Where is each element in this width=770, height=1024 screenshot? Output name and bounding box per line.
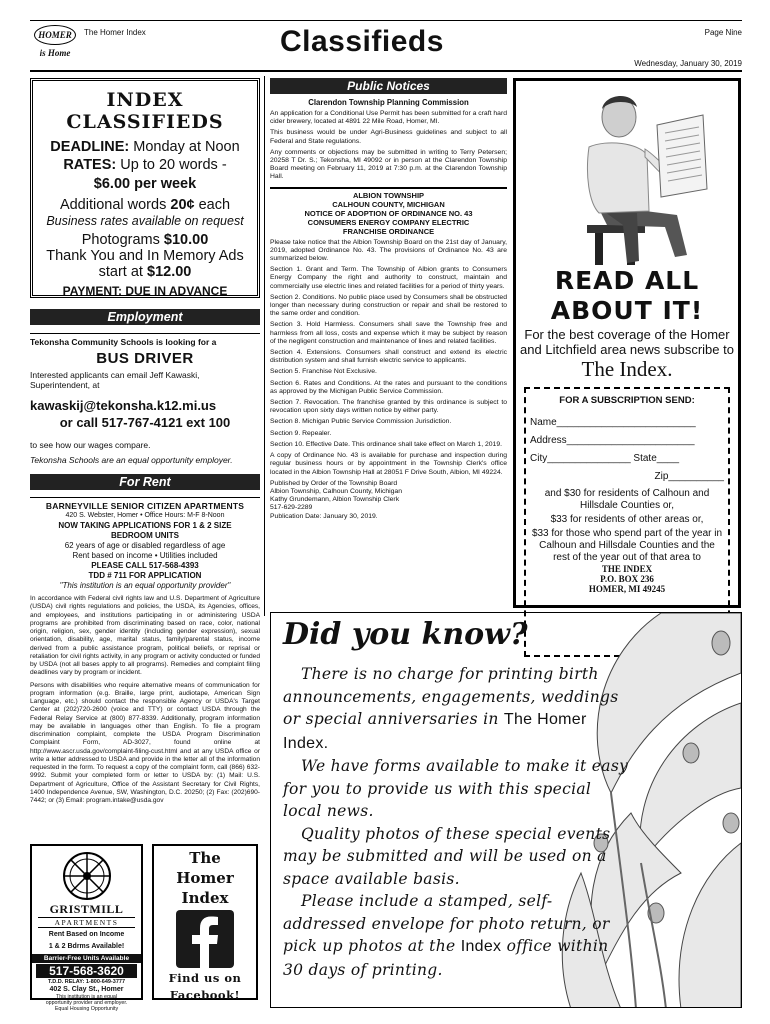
gristmill-name: GRISTMILL <box>49 902 124 916</box>
albion-section-7: Section 7. Revocation. The franchise granted by this ordinance is subject to revocation upon sixty days written notice by either party. <box>270 399 507 415</box>
published-by-3: Kathy Grundemann, Albion Township Clerk <box>270 496 400 504</box>
additional-price: 20¢ <box>170 197 195 213</box>
additional-words <box>33 197 257 214</box>
clarendon-p1: An application for a Conditional Use Permit has been submitted for a craft hard cider brewery, located at 4891 22 Mile Road, Homer, MI. <box>270 110 507 126</box>
gristmill-phone: 517-568-3620 <box>36 964 137 978</box>
published-by-2: Albion Township, Calhoun County, Michigan <box>270 487 402 495</box>
coupon-address-field[interactable]: Address_______________________ <box>530 435 695 446</box>
rent-based: Rent based on income • Utilities included <box>72 551 218 560</box>
facebook-ad[interactable] <box>152 844 258 1000</box>
read-all-line-1: READ ALL <box>554 266 700 295</box>
rent-address: 420 S. Webster, Homer • Office Hours: M-F 8-Noon <box>65 512 225 519</box>
usda-fine-print-2: Persons with disabilities who require alternative means of communication for program information (e.g. Braille, large print, audiotape, American Sign Language, etc.) should contact the responsible Agency or USDA's Target Center at (202)720-2600 (voice and TTY) or contact USDA through the Federal Relay Service at (800) 877-8339. Additionally, program information may be available in languages other than English. To file a program discrimination complaint, complete the USDA Program Discrimination Complaint Form, AD-3027, found online at http://www.ascr.usda.gov/complaint-filing-cust.html and at any USDA office or write a letter addressed to USDA and provide in the letter all of the information requested in the form. To request a copy of the complaint form, call (866) 632-9992. Submit your completed form or letter to USDA by: (1) Mail: U.S. Department of Agriculture, Office of the Assistant Secretary for Civil Rights, 1400 Independence Avenue, SW, Washington, D.C. 20250; (2) Fax: (202)690-7442; or (3) Email: program.intake@usda.gov <box>30 681 260 804</box>
dyk-p4-text: Please include a stamped, self-addressed envelope for photo return, or pick up photos at the <box>283 892 610 955</box>
thanks-ads: Thank You and In Memory Ads <box>46 248 244 264</box>
classifieds-rates-box <box>30 78 260 298</box>
facebook-icon <box>176 910 234 968</box>
gristmill-barrier: Barrier-Free Units Available <box>32 954 141 963</box>
coupon-zip-field[interactable]: Zip__________ <box>654 471 724 482</box>
albion-section-10: Section 10. Effective Date. This ordinance shall take effect on March 1, 2019. <box>270 440 502 448</box>
mail-address-3: HOMER, MI 49245 <box>588 584 666 594</box>
albion-section-1: Section 1. Grant and Term. The Township of Albion grants to Consumers Energy Company the right and authority to construct, maintain and commercially use electric lines and related facilities for a period of thirty years. <box>270 266 507 290</box>
clarendon-p3: Any comments or objections may be submitted in writing to Terry Petersen; 20258 T Dr. S.; Tekonsha, MI 49092 or in person at the Clarendon Township Board meeting on February 11, 2019 at 7:30 p.m. at the Clarendon Township Hall. <box>270 148 507 181</box>
albion-heading-4: CONSUMERS ENERGY COMPANY ELECTRIC <box>307 217 470 227</box>
index-title: INDEX <box>106 89 184 111</box>
photos-price: $10.00 <box>163 232 209 248</box>
subscription-ad <box>513 78 741 608</box>
employment-phone: or call 517-767-4121 ext 100 <box>59 415 231 430</box>
rates-value: Up to 20 words - <box>120 157 227 173</box>
dyk-p1-text: There is no charge for printing birth announcements, engagements, weddings or special anniversaries in <box>283 665 619 728</box>
gristmill-fine-1: This institution is an equal <box>56 994 117 1000</box>
additional-suffix: each <box>198 197 231 213</box>
photos-label: Photograms <box>81 232 160 248</box>
deadline <box>33 139 257 155</box>
dyk-p4-paper: Index <box>460 938 502 955</box>
deadline-value: Monday at Noon <box>133 139 240 155</box>
albion-section-3: Section 3. Hold Harmless. Consumers shall save the Township free and harmless from all loss, costs and expense which it may be subject by reason of the negligent construction and maintenance of lines and related facilities. <box>270 321 507 345</box>
subscription-paper: The Index. <box>581 357 673 381</box>
gristmill-ad <box>30 844 143 1013</box>
mail-address-1: THE INDEX <box>601 564 653 574</box>
gristmill-bdrms: 1 & 2 Bdrms Available! <box>48 943 125 950</box>
page-number: Page Nine <box>704 28 742 37</box>
did-you-know-ad <box>270 612 742 1008</box>
rent-name: BARNEYVILLE SENIOR CITIZEN APARTMENTS <box>30 497 260 511</box>
usda-fine-print-1: In accordance with Federal civil rights law and U.S. Department of Agriculture (USDA) civil rights regulations and policies, the USDA, its Agencies, offices, and employees, and institutions participating in or administering USDA programs are prohibited from discriminating based on race, color, national origin, religion, sex, gender identity (including gender expression), sexual orientation, disability, age, marital status, family/parental status, income derived from a public assistance program, political beliefs, or reprisal or retaliation for civil rights activity, in any program or activity conducted or funded by USDA (not all bases apply to all programs). Remedies and complaint filing deadlines vary by program or incident. <box>30 595 260 677</box>
rates <box>33 157 257 174</box>
albion-section-8: Section 8. Michigan Public Service Commission Jurisdiction. <box>270 418 452 426</box>
dyk-paragraph-3: Quality photos of these special events may be submitted and will be used on a space available basis. <box>283 824 611 888</box>
for-rent-header: For Rent <box>30 474 260 490</box>
thanks-price-value: $12.00 <box>147 264 192 280</box>
photo-rates <box>33 232 257 248</box>
employment-see: to see how our wages compare. <box>30 440 151 450</box>
employment-equal: Tekonsha Schools are an equal opportunity employer. <box>30 455 233 465</box>
employment-text: Interested applicants can email Jeff Kawaski, Superintendent, at <box>30 370 200 390</box>
published-by-4: 517-629-2289 <box>270 504 313 512</box>
read-all-line-2: ABOUT IT! <box>550 296 704 325</box>
gristmill-fine-3: Equal Housing Opportunity <box>54 1006 119 1013</box>
mail-address-2: P.O. BOX 236 <box>600 574 654 584</box>
fb-find-2: Facebook! <box>169 988 241 1002</box>
employment-section <box>30 309 260 465</box>
homer-logo: HOMER is Home <box>34 25 76 45</box>
publication-name: The Homer Index <box>84 28 146 37</box>
dyk-p1-paper: The Homer Index. <box>283 711 587 752</box>
fb-title-1: The <box>189 849 221 867</box>
gristmill-fine-2: opportunity provider and employer. <box>45 1000 128 1007</box>
published-by-1: Published by Order of the Township Board <box>270 479 398 487</box>
business-rates: Business rates available on request <box>46 214 244 228</box>
dyk-paragraph-1 <box>283 663 633 755</box>
albion-heading-3: NOTICE OF ADOPTION OF ORDINANCE NO. 43 <box>304 208 473 218</box>
dyk-paragraph-4 <box>283 890 633 981</box>
fb-title-3: Index <box>181 889 229 907</box>
gristmill-relay: T.D.D. RELAY: 1-800-649-3777 <box>47 979 126 985</box>
rent-call: PLEASE CALL 517-568-4393 <box>91 561 199 570</box>
issue-date: Wednesday, January 30, 2019 <box>634 59 742 68</box>
fb-title-2: Homer <box>176 869 234 887</box>
employment-header: Employment <box>30 309 260 325</box>
for-rent-section <box>30 474 260 805</box>
albion-heading-5: FRANCHISE ORDINANCE <box>342 226 435 236</box>
additional-prefix: Additional words <box>59 197 167 213</box>
rent-taking-2: BEDROOM UNITS <box>111 531 179 540</box>
did-you-know-title: Did you know? <box>283 617 528 652</box>
rent-taking-1: NOW TAKING APPLICATIONS FOR 1 & 2 SIZE <box>58 521 232 530</box>
job-title: BUS DRIVER <box>96 350 194 367</box>
column-rule <box>264 76 265 616</box>
employment-email[interactable]: kawaskij@tekonsha.k12.mi.us <box>30 398 217 413</box>
albion-section-2: Section 2. Conditions. No public place used by Consumers shall be obstructed longer than necessary during construction or repair and shall be restored to the same order and condition. <box>270 293 507 318</box>
notice-divider <box>270 187 507 189</box>
gristmill-address: 402 S. Clay St., Homer <box>49 986 124 993</box>
published-by-5: Publication Date: January 30, 2019. <box>270 512 378 520</box>
deadline-label: DEADLINE: <box>50 139 130 155</box>
fb-find-1: Find us on <box>168 971 242 985</box>
employment-lead: Tekonsha Community Schools is looking for a <box>30 333 260 347</box>
classifieds-title: CLASSIFIEDS <box>66 111 224 133</box>
masthead <box>30 20 742 72</box>
rent-tdd: TDD # 711 FOR APPLICATION <box>88 571 202 580</box>
coupon-name-field[interactable]: Name_________________________ <box>530 417 696 428</box>
rate-2: $33 for residents of other areas or, <box>550 514 704 525</box>
rates-price-text: $6.00 per week <box>93 176 197 192</box>
albion-section-5: Section 5. Franchise Not Exclusive. <box>270 368 377 376</box>
coupon-heading: FOR A SUBSCRIPTION SEND: <box>559 395 695 406</box>
albion-section-9: Section 9. Repealer. <box>270 429 332 437</box>
albion-intro: Please take notice that the Albion Township Board on the 21st day of January, 2019, adopted Ordinance No. 43. The provisions of Ordinance No. 43 are summarized below. <box>270 238 507 263</box>
albion-section-4: Section 4. Extensions. Consumers shall construct and extend its electric distribution system and shall furnish electric service to applicants. <box>270 349 507 365</box>
thanks-price <box>33 264 257 280</box>
subscription-lead: For the best coverage of the Homer and Litchfield area news subscribe to <box>520 327 734 357</box>
payment-terms: PAYMENT: DUE IN ADVANCE <box>62 284 228 298</box>
albion-copy: A copy of Ordinance No. 43 is available for purchase and inspection during regular business hours or by appointment in the Township Clerk's office located in the Albion Township Hall at 28051 F Drive South, Albion, MI 49224. <box>270 452 507 476</box>
gristmill-rent: Rent Based on Income <box>48 931 125 938</box>
section-title: Classifieds <box>280 25 444 58</box>
rates-label: RATES: <box>63 157 117 173</box>
albion-heading-1: ALBION TOWNSHIP <box>352 190 425 200</box>
rent-quote: "This institution is an equal opportunity provider" <box>59 581 231 590</box>
reader-photo <box>527 85 727 265</box>
clarendon-heading: Clarendon Township Planning Commission <box>308 98 469 107</box>
public-notices-section <box>270 78 507 521</box>
rate-1: and $30 for residents of Calhoun and Hillsdale Counties or, <box>544 488 710 511</box>
coupon-city-state-field[interactable]: City_______________ State____ <box>530 453 680 464</box>
albion-heading-2: CALHOUN COUNTY, MICHIGAN <box>332 199 445 209</box>
mill-wheel-icon <box>61 850 113 902</box>
thanks-start: start at <box>98 264 143 280</box>
dyk-p4-end: office within 30 days of printing. <box>283 937 609 979</box>
rate-3: $33 for those who spend part of the year in Calhoun and Hillsdale Counties and the rest of the year out of that area to <box>531 528 723 563</box>
public-notices-header: Public Notices <box>270 78 507 94</box>
clarendon-p2: This business would be under Agri-Business guidelines and subject to all Federal and State regulations. <box>270 129 507 145</box>
rent-eligibility: 62 years of age or disabled regardless of age <box>64 541 226 550</box>
did-you-know-body <box>283 663 633 981</box>
albion-section-6: Section 6. Rates and Conditions. At the rates and pursuant to the conditions as approved by the Michigan Public Service Commission. <box>270 379 507 395</box>
gristmill-sub: APARTMENTS <box>38 917 135 928</box>
rates-price <box>33 176 257 193</box>
dyk-paragraph-2: We have forms available to make it easy for you to provide us with this special local news. <box>283 757 629 820</box>
